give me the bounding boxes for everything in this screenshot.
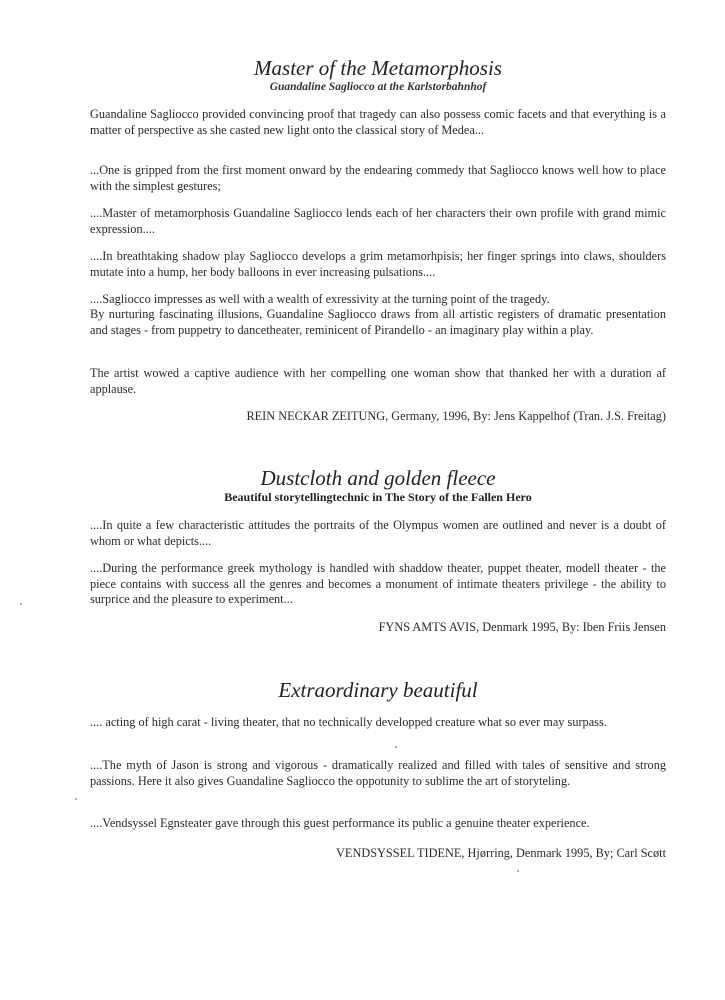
review-source: REIN NECKAR ZEITUNG, Germany, 1996, By: Jens Kappelhof (Tran. J.S. Freitag) (246, 409, 666, 423)
review-source: VENDSYSSEL TIDENE, Hjørring, Denmark 1995, By; Carl Scøtt (336, 846, 666, 860)
review-paragraph: ....In breathtaking shadow play Sagliocco develops a grim metamorhpisis; her finger springs into claws, shoulders mutate into a hump, her body balloons in ever increasing pulsations.... (90, 249, 666, 279)
review-paragraph: The artist wowed a captive audience with her compelling one woman show that thanked her with a duration af applause. (90, 366, 666, 396)
review-source: FYNS AMTS AVIS, Denmark 1995, By: Iben Friis Jensen (378, 620, 666, 634)
review-subtitle: Guandaline Sagliocco at the Karlstorbahnhof (269, 81, 487, 93)
review-paragraph: ....Vendsyssel Egnsteater gave through this guest performance its public a genuine theater experience. (90, 816, 590, 830)
review-paragraph: Guandaline Sagliocco provided convincing proof that tragedy can also possess comic facets and that everything is a matter of perspective as she casted new light onto the classical story of Medea... (90, 107, 666, 137)
review-master-of-metamorphosis (90, 56, 666, 94)
review-paragraph: ....Sagliocco impresses as well with a wealth of exressivity at the turning point of the tragedy. (90, 292, 550, 306)
review-title: Extraordinary beautiful (278, 678, 478, 702)
review-paragraph: ....Master of metamorphosis Guandaline Sagliocco lends each of her characters their own profile with grand mimic expression.... (90, 206, 666, 236)
review-paragraph: ....The myth of Jason is strong and vigorous - dramatically realized and filled with tales of sensitive and strong passions. Here it also gives Guandaline Sagliocco the oppotunity to sublime the art of storyteling. (90, 758, 666, 788)
review-paragraph: .... acting of high carat - living theater, that no technically developped creature what so ever may surpass. (90, 715, 607, 729)
scan-speck (75, 798, 77, 800)
review-extraordinary-beautiful (90, 678, 666, 702)
review-paragraph: ...One is gripped from the first moment onward by the endearing commedy that Sagliocco knows well how to place with the simplest gestures; (90, 163, 666, 193)
review-paragraph: By nurturing fascinating illusions, Guandaline Sagliocco draws from all artistic registers of dramatic presentation and stages - from puppetry to dancetheater, reminicent of Pirandello - an imaginary play within a play. (90, 307, 666, 337)
scan-speck (395, 746, 397, 748)
review-paragraph: ....In quite a few characteristic attitudes the portraits of the Olympus women are outlined and never is a doubt of whom or what depicts.... (90, 518, 666, 548)
review-title: Dustcloth and golden fleece (260, 466, 496, 490)
review-subtitle: Beautiful storytellingtechnic in The Story of the Fallen Hero (224, 490, 532, 504)
review-paragraph: ....During the performance greek mythology is handled with shaddow theater, puppet theater, modell theater - the piece contains with success all the genres and becomes a monument of intimate theaters privilege - the ability to surprice and the pleasure to experiment... (90, 561, 666, 607)
scan-speck (517, 870, 519, 872)
scan-speck (20, 603, 22, 605)
review-title: Master of the Metamorphosis (254, 56, 502, 80)
review-dustcloth-golden-fleece (90, 466, 666, 505)
